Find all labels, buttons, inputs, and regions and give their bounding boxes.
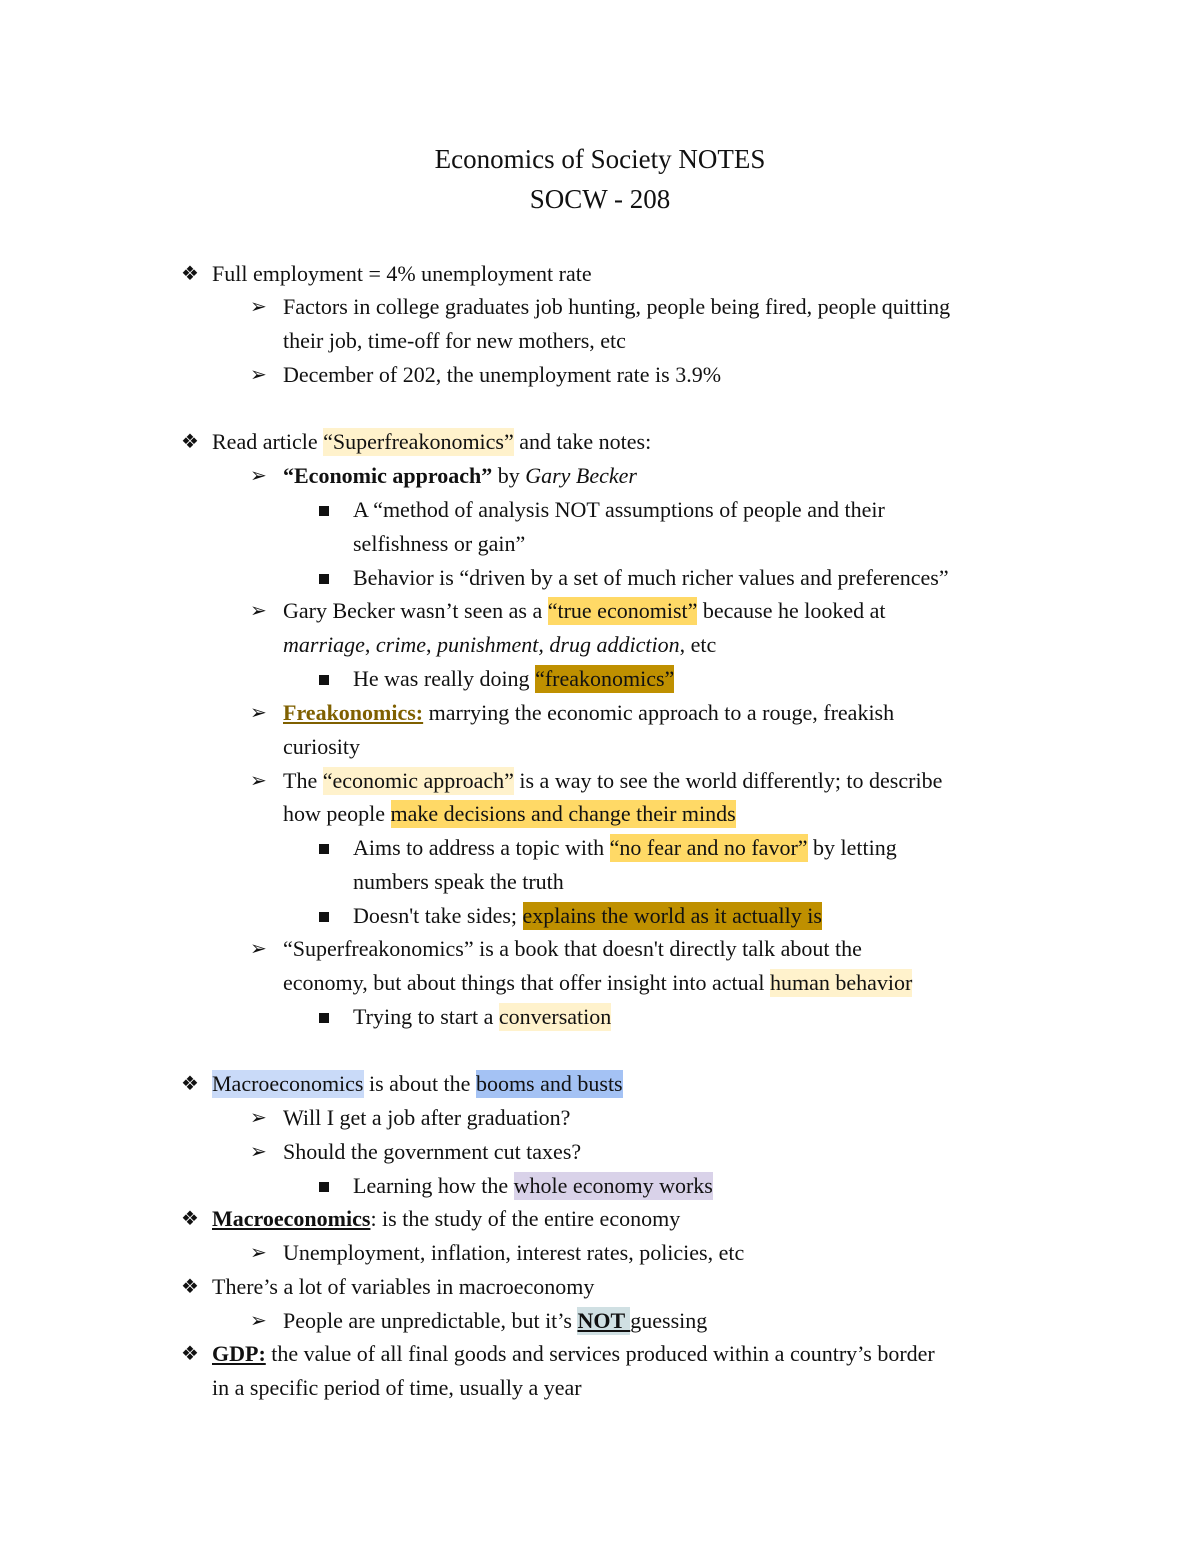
square-bullet-icon [319, 912, 329, 922]
note-economic-approach-world: The “economic approach” is a way to see the world differently; to describe [283, 768, 943, 793]
highlight: explains the world as it actually is [522, 903, 822, 928]
square-bullet-icon [319, 574, 329, 584]
note-unpredictable: People are unpredictable, but it’s NOT guessing [283, 1308, 708, 1333]
highlight: “true economist” [547, 598, 698, 623]
note-factors: Factors in college graduates job hunting, people being fired, people quitting [283, 294, 951, 319]
square-bullet-icon [319, 1013, 329, 1023]
note-read-article: Read article “Superfreakonomics” and take notes: [212, 429, 652, 454]
note-freakonomics-def: Freakonomics: marrying the economic approach to a rouge, freakish [283, 700, 895, 725]
arrow-bullet-icon: ➢ [250, 1107, 267, 1129]
diamond-bullet-icon: ❖ [181, 1208, 199, 1230]
note-superfreakonomics-cont: economy, but about things that offer insight into actual human behavior [283, 970, 913, 995]
note-gary-becker: Gary Becker wasn’t seen as a “true economist” because he looked at [283, 598, 886, 623]
note-doing-freakonomics: He was really doing “freakonomics” [353, 666, 675, 691]
arrow-bullet-icon: ➢ [250, 702, 267, 724]
highlight: booms and busts [475, 1071, 623, 1096]
arrow-bullet-icon: ➢ [250, 600, 267, 622]
arrow-bullet-icon: ➢ [250, 770, 267, 792]
square-bullet-icon [319, 1182, 329, 1192]
diamond-bullet-icon: ❖ [181, 263, 199, 285]
square-bullet-icon [319, 675, 329, 685]
diamond-bullet-icon: ❖ [181, 1073, 199, 1095]
note-economic-approach-cont: how people make decisions and change their minds [283, 801, 736, 826]
square-bullet-icon [319, 506, 329, 516]
note-behavior: Behavior is “driven by a set of much richer values and preferences” [353, 565, 949, 590]
course-code: SOCW - 208 [529, 184, 671, 214]
highlight: Macroeconomics [212, 1071, 364, 1096]
highlight: human behavior [769, 970, 913, 995]
note-gary-becker-cont: marriage, crime, punishment, drug addiction, etc [283, 632, 717, 657]
note-conversation: Trying to start a conversation [353, 1004, 612, 1029]
note-aims-cont: numbers speak the truth [353, 869, 564, 894]
arrow-bullet-icon: ➢ [250, 1141, 267, 1163]
note-macro-booms: Macroeconomics is about the booms and busts [212, 1071, 623, 1096]
note-economic-approach: “Economic approach” by Gary Becker [283, 463, 637, 488]
note-full-employment: Full employment = 4% unemployment rate [212, 261, 592, 286]
note-macro-definition: Macroeconomics: is the study of the entire economy [212, 1206, 681, 1231]
note-factors-cont: their job, time-off for new mothers, etc [283, 328, 626, 353]
diamond-bullet-icon: ❖ [181, 1343, 199, 1365]
note-gdp-definition: GDP: the value of all final goods and services produced within a country’s border [212, 1341, 935, 1366]
highlight: “freakonomics” [535, 666, 675, 691]
diamond-bullet-icon: ❖ [181, 1276, 199, 1298]
note-macro-topics: Unemployment, inflation, interest rates, policies, etc [283, 1240, 745, 1265]
note-method-of-analysis: A “method of analysis NOT assumptions of people and their [353, 497, 885, 522]
arrow-bullet-icon: ➢ [250, 465, 267, 487]
diamond-bullet-icon: ❖ [181, 431, 199, 453]
note-taxes-question: Should the government cut taxes? [283, 1139, 582, 1164]
note-method-cont: selfishness or gain” [353, 531, 526, 556]
arrow-bullet-icon: ➢ [250, 364, 267, 386]
highlight: “economic approach” [322, 768, 514, 793]
arrow-bullet-icon: ➢ [250, 1310, 267, 1332]
note-freakonomics-cont: curiosity [283, 734, 360, 759]
highlight: “no fear and no favor” [609, 835, 808, 860]
highlight: NOT [577, 1308, 631, 1333]
note-superfreakonomics-book: “Superfreakonomics” is a book that doesn't directly talk about the [283, 936, 862, 961]
arrow-bullet-icon: ➢ [250, 938, 267, 960]
note-aims: Aims to address a topic with “no fear and no favor” by letting [353, 835, 897, 860]
arrow-bullet-icon: ➢ [250, 1242, 267, 1264]
square-bullet-icon [319, 844, 329, 854]
note-variables: There’s a lot of variables in macroeconomy [212, 1274, 595, 1299]
highlight: whole economy works [513, 1173, 713, 1198]
document-title: Economics of Society NOTES [434, 144, 766, 174]
note-no-sides: Doesn't take sides; explains the world as it actually is [353, 903, 822, 928]
note-job-question: Will I get a job after graduation? [283, 1105, 571, 1130]
note-whole-economy: Learning how the whole economy works [353, 1173, 713, 1198]
highlight: make decisions and change their minds [390, 801, 736, 826]
highlight: “Superfreakonomics” [323, 429, 514, 454]
note-gdp-cont: in a specific period of time, usually a year [212, 1375, 582, 1400]
arrow-bullet-icon: ➢ [250, 296, 267, 318]
highlight: conversation [498, 1004, 612, 1029]
note-december-rate: December of 202, the unemployment rate is 3.9% [283, 362, 722, 387]
